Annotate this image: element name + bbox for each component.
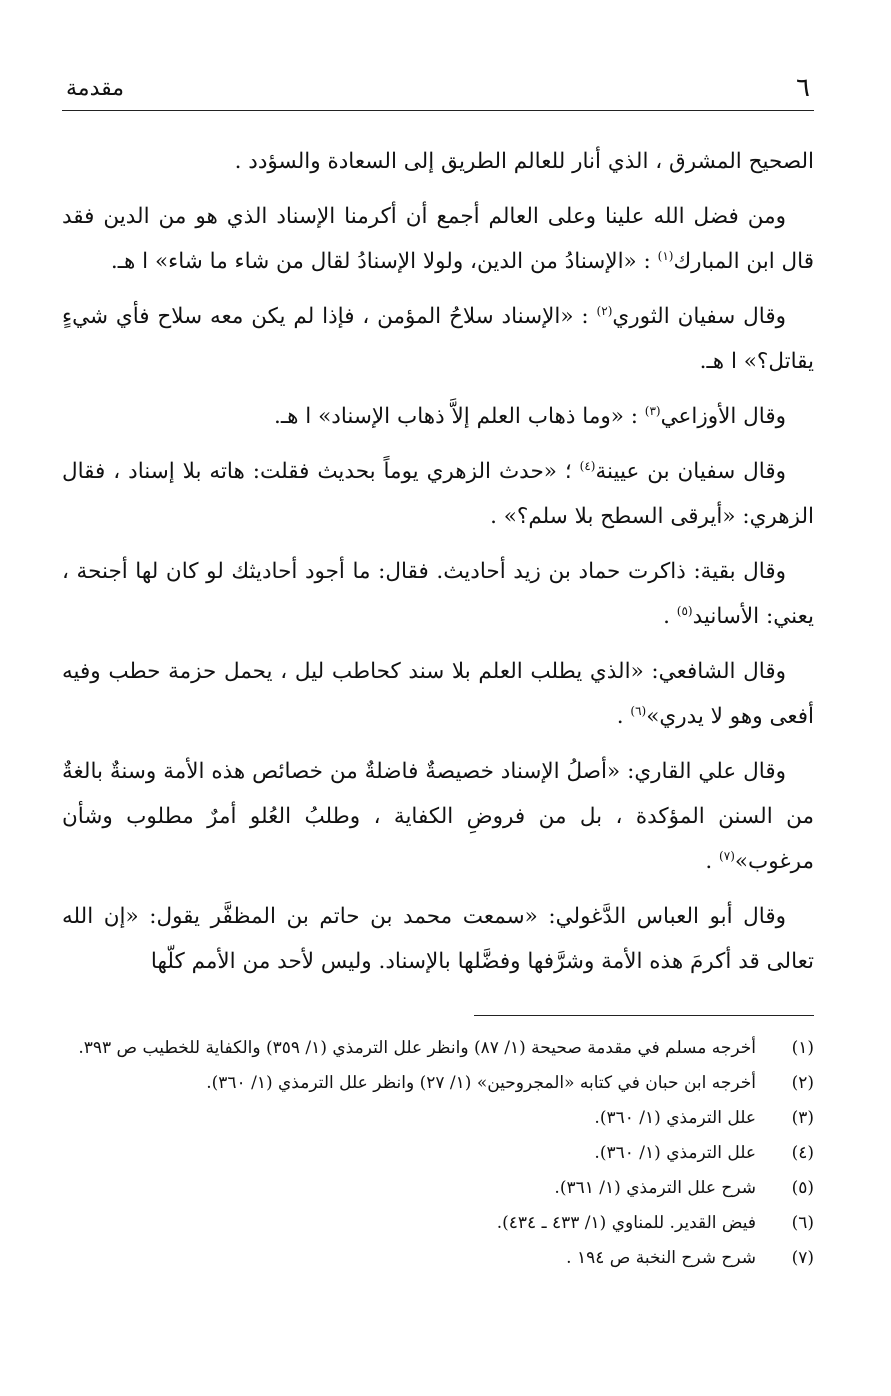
paragraph-text: ؛ «حدث الزهري يوماً بحديث فقلت: هاته بلا إسناد ، فقال الزهري: «أيرقى السطح بلا سلم؟» .	[62, 459, 814, 529]
paragraph-text: ومن فضل الله علينا وعلى العالم أجمع أن أكرمنا الإسناد الذي هو من الدين فقد قال ابن المبارك	[62, 204, 814, 274]
paragraph-text: .	[663, 604, 677, 629]
footnote-number: (٦)	[791, 1213, 814, 1233]
footnote	[62, 1105, 814, 1132]
footnote-number: (١)	[791, 1038, 814, 1058]
paragraph-text: الصحيح المشرق ، الذي أنار للعالم الطريق إلى السعادة والسؤدد .	[234, 149, 814, 174]
paragraph-text: .	[705, 849, 720, 874]
paragraph-8	[62, 749, 814, 884]
footnote-text: شرح شرح النخبة ص ١٩٤ .	[566, 1248, 756, 1268]
footnote-number: (٢)	[791, 1073, 814, 1093]
footnote-number: (٣)	[791, 1108, 814, 1128]
footnote-ref-3[interactable]: (٣)	[644, 403, 661, 418]
footnote	[62, 1070, 814, 1097]
paragraph-5	[62, 449, 814, 539]
paragraph-6	[62, 549, 814, 639]
paragraph-text: .	[616, 704, 631, 729]
footnote-text: علل الترمذي (١/ ٣٦٠).	[594, 1108, 756, 1128]
paragraph-text: : «الإسنادُ من الدين، ولولا الإسنادُ لقال من شاء ما شاء» ا هـ.	[110, 249, 658, 274]
paragraph-text: وقال الشافعي: «الذي يطلب العلم بلا سند كحاطب ليل ، يحمل حزمة حطب وفيه أفعى وهو لا يدري»	[62, 659, 814, 729]
footnote-ref-6[interactable]: (٦)	[630, 703, 647, 718]
paragraph-text: وقال أبو العباس الدَّغولي: «سمعت محمد بن حاتم بن المظفَّر يقول: «إن الله تعالى قد أكرمَ هذه الأمة وشرَّفها وفضَّلها بالإسناد. وليس لأحد من الأمم كلّها	[62, 904, 814, 974]
footnotes	[62, 1035, 814, 1280]
footnote	[62, 1175, 814, 1202]
footnote-number: (٧)	[791, 1248, 814, 1268]
paragraph-text: وقال علي القاري: «أصلُ الإسناد خصيصةٌ فاضلةٌ من خصائص هذه الأمة وسنةٌ بالغةٌ من السنن المؤكدة ، بل من فروضِ الكفاية ، وطلبُ العُلو أمرٌ مطلوب وشأن مرغوب»	[62, 759, 814, 874]
paragraph-text: وقال سفيان الثوري	[612, 304, 786, 329]
paragraph-text: وقال سفيان بن عيينة	[595, 459, 786, 484]
book-page	[62, 70, 814, 1370]
paragraph-text: وقال الأوزاعي	[660, 404, 786, 429]
main-text	[62, 139, 814, 984]
footnote-number: (٥)	[791, 1178, 814, 1198]
footnote-divider	[474, 1015, 814, 1016]
paragraph-4	[62, 394, 814, 439]
page-number: ٦	[796, 73, 810, 103]
footnote	[62, 1245, 814, 1272]
footnote	[62, 1210, 814, 1237]
footnote-ref-7[interactable]: (٧)	[719, 848, 735, 863]
paragraph-3	[62, 294, 814, 384]
footnote	[62, 1035, 814, 1062]
paragraph-text: : «وما ذهاب العلم إلاَّ ذهاب الإسناد» ا هـ.	[274, 404, 645, 429]
footnote	[62, 1140, 814, 1167]
footnote-ref-5[interactable]: (٥)	[676, 603, 693, 618]
footnote-ref-4[interactable]: (٤)	[579, 458, 596, 473]
page-header	[62, 70, 814, 111]
paragraph-1	[62, 139, 814, 184]
footnote-ref-2[interactable]: (٢)	[596, 303, 613, 318]
footnote-text: أخرجه مسلم في مقدمة صحيحة (١/ ٨٧) وانظر علل الترمذي (١/ ٣٥٩) والكفاية للخطيب ص ٣٩٣.	[78, 1038, 756, 1058]
paragraph-9	[62, 894, 814, 984]
paragraph-text: : «الإسناد سلاحُ المؤمن ، فإذا لم يكن معه سلاح فأي شيءٍ يقاتل؟» ا هـ.	[62, 304, 814, 374]
paragraph-7	[62, 649, 814, 739]
footnote-text: أخرجه ابن حبان في كتابه «المجروحين» (١/ ٢٧) وانظر علل الترمذي (١/ ٣٦٠).	[206, 1073, 756, 1093]
footnote-text: فيض القدير. للمناوي (١/ ٤٣٣ ـ ٤٣٤).	[496, 1213, 756, 1233]
footnote-text: شرح علل الترمذي (١/ ٣٦١).	[554, 1178, 756, 1198]
footnote-text: علل الترمذي (١/ ٣٦٠).	[594, 1143, 756, 1163]
paragraph-text: وقال بقية: ذاكرت حماد بن زيد أحاديث. فقال: ما أجود أحاديثك لو كان لها أجنحة ، يعني: الأسانيد	[62, 559, 814, 629]
footnote-number: (٤)	[791, 1143, 814, 1163]
paragraph-2	[62, 194, 814, 284]
running-title: مقدمة	[66, 76, 125, 101]
footnote-ref-1[interactable]: (١)	[657, 248, 674, 263]
